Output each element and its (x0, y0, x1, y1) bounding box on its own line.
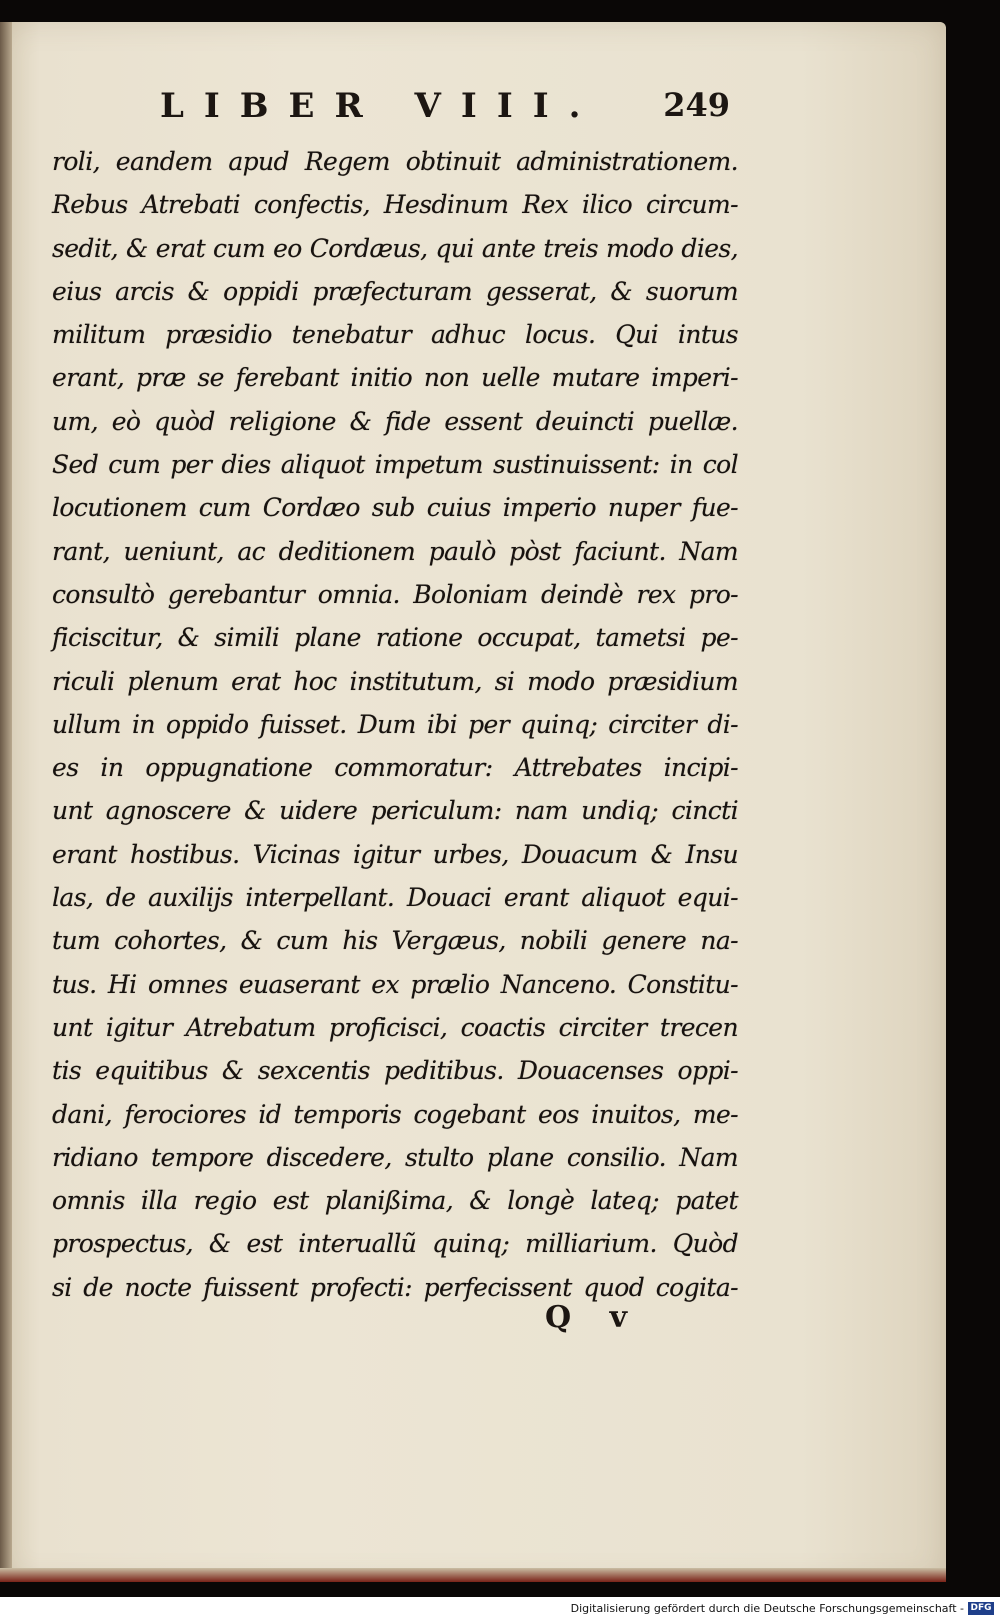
dfg-logo: DFG (968, 1602, 994, 1615)
text-line: Rebus Atrebati confectis, Hesdinum Rex ilico circum- (52, 190, 738, 220)
text-line: um, eò quòd religione & fide essent deuincti puellæ. (52, 406, 738, 436)
running-title: LIBER VIII. (160, 86, 601, 126)
text-line: omnis illa regio est planißima, & longè lateq; patet (52, 1186, 738, 1216)
text-line: consultò gerebantur omnia. Boloniam deindè rex pro- (52, 579, 738, 609)
text-line: tus. Hi omnes euaserant ex prælio Nanceno. Constitu- (52, 969, 738, 999)
catchword-signature: Q v (545, 1300, 642, 1335)
body-text (52, 140, 738, 1309)
text-line: ridiano tempore discedere, stulto plane consilio. Nam (52, 1142, 738, 1172)
text-line: unt agnoscere & uidere periculum: nam undiq; cincti (52, 796, 738, 826)
text-line: militum præsidio tenebatur adhuc locus. Qui intus (52, 320, 738, 350)
text-line: riculi plenum erat hoc institutum, si modo præsidium (52, 666, 738, 696)
text-line: ficiscitur, & simili plane ratione occupat, tametsi pe- (52, 623, 738, 653)
text-line: es in oppugnatione commoratur: Attrebates incipi- (52, 753, 738, 783)
text-line: prospectus, & est interuallũ quinq; milliarium. Quòd (52, 1229, 738, 1259)
text-line: erant hostibus. Vicinas igitur urbes, Douacum & Insu (52, 839, 738, 869)
text-line: unt igitur Atrebatum proficisci, coactis circiter trecen (52, 1012, 738, 1042)
text-line: sedit, & erat cum eo Cordæus, qui ante treis modo dies, (52, 233, 738, 263)
text-line: tis equitibus & sexcentis peditibus. Douacenses oppi- (52, 1056, 738, 1086)
text-line: Sed cum per dies aliquot impetum sustinuissent: in col (52, 450, 738, 480)
text-line: ullum in oppido fuisset. Dum ibi per quinq; circiter di- (52, 709, 738, 739)
text-line: si de nocte fuissent profecti: perfecissent quod cogita- (52, 1272, 738, 1302)
text-line: las, de auxilijs interpellant. Douaci erant aliquot equi- (52, 883, 738, 913)
digitization-credit: Digitalisierung gefördert durch die Deutsche Forschungsgemeinschaft - (570, 1602, 964, 1615)
text-line: locutionem cum Cordæo sub cuius imperio nuper fue- (52, 493, 738, 523)
text-line: dani, ferociores id temporis cogebant eos inuitos, me- (52, 1099, 738, 1129)
running-head (120, 80, 730, 130)
page-bottom-edge (0, 1568, 946, 1582)
text-line: erant, præ se ferebant initio non uelle mutare imperi- (52, 363, 738, 393)
text-line: rant, ueniunt, ac deditionem paulò pòst faciunt. Nam (52, 536, 738, 566)
page-number: 249 (663, 86, 730, 124)
text-line: tum cohortes, & cum his Vergæus, nobili genere na- (52, 926, 738, 956)
page-gutter-shadow (0, 22, 12, 1582)
text-line: eius arcis & oppidi præfecturam gesserat, & suorum (52, 276, 738, 306)
text-line: roli, eandem apud Regem obtinuit administrationem. (52, 147, 738, 176)
